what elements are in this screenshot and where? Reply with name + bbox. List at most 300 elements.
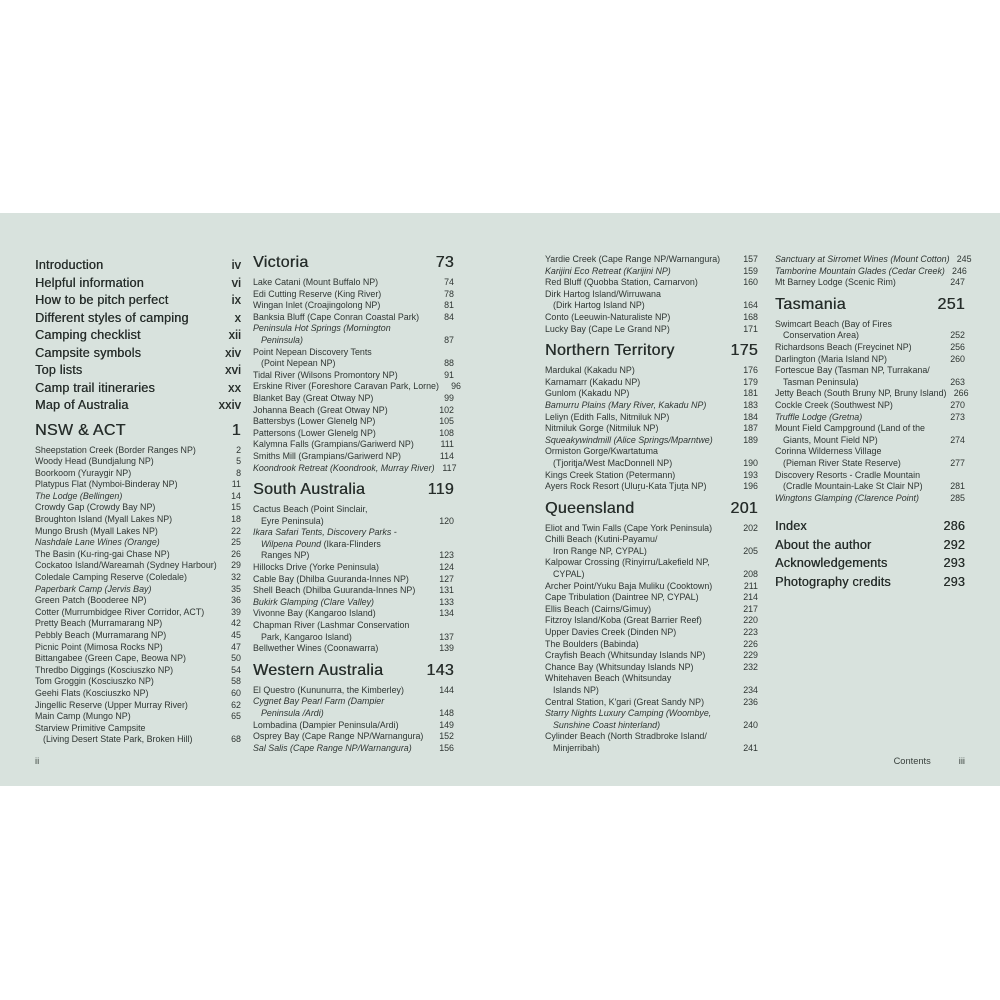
entry-title: Bellwether Wines (Coonawarra) (253, 643, 379, 654)
toc-entry-line (35, 502, 241, 514)
toc-entry-line (253, 731, 454, 743)
toc-entry-line (253, 335, 454, 347)
entry-title: Peninsula /Ardi) (261, 708, 324, 718)
matter-label: Photography credits (775, 574, 891, 589)
toc-section (35, 422, 241, 746)
entry-page-number: 108 (439, 427, 454, 438)
matter-page-number: xiv (225, 345, 241, 360)
entry-page-number: 68 (231, 734, 241, 745)
entry-title: Eliot and Twin Falls (Cape York Peninsula) (545, 522, 713, 533)
toc-entry-line (253, 696, 454, 708)
entry-page-number: 5 (236, 456, 241, 467)
toc-entry-line (35, 537, 241, 549)
toc-entry-line (35, 653, 241, 665)
toc-entry-line (35, 734, 241, 746)
entry-title: Koondrook Retreat (Koondrook, Murray River) (253, 462, 435, 473)
matter-item (35, 380, 241, 398)
entry-page-number: 236 (743, 696, 758, 707)
entry-title: Green Patch (Booderee NP) (35, 595, 147, 606)
entry-title: Conto (Leeuwin-Naturaliste NP) (545, 311, 671, 322)
section-title: NSW & ACT (35, 421, 126, 439)
toc-entry-line (253, 720, 454, 732)
section-header (545, 500, 758, 518)
entry-page-number: 217 (743, 603, 758, 614)
section-title: Northern Territory (545, 342, 675, 360)
entry-title: CYPAL) (553, 569, 585, 580)
entry-page-number: 260 (950, 353, 965, 364)
toc-entry-line (545, 650, 758, 662)
entry-page-number: 179 (743, 376, 758, 387)
toc-entry-line (545, 377, 758, 389)
entry-title: Kalymna Falls (Grampians/Gariwerd NP) (253, 439, 414, 450)
entry-page-number: 45 (231, 630, 241, 640)
toc-entry-line (775, 400, 965, 412)
entry-page-number: 114 (439, 450, 454, 461)
entry-title: Truffle Lodge (Gretna) (775, 411, 863, 422)
entry-title: Karnamarr (Kakadu NP) (545, 376, 641, 387)
entry-title: Islands NP) (553, 685, 599, 695)
entry-title: Geehi Flats (Kosciuszko NP) (35, 687, 149, 698)
entry-title: Sunshine Coast hinterland) (553, 719, 661, 730)
entry-page-number: 11 (231, 479, 241, 490)
entry-page-number: 15 (231, 502, 241, 513)
toc-entry-line (545, 400, 758, 412)
toc-entry-line (545, 266, 758, 278)
entry-page-number: 168 (743, 311, 758, 322)
toc-entry-line (545, 388, 758, 400)
entry-list (253, 277, 461, 474)
toc-entry-line (775, 254, 972, 266)
matter-page-number: 286 (943, 519, 965, 534)
entry-title: Starview Primitive Campsite (35, 722, 146, 733)
entry-page-number: 22 (231, 525, 241, 536)
entry-page-number: 229 (743, 650, 758, 661)
entry-list (545, 523, 758, 755)
matter-page-number: x (234, 310, 241, 325)
entry-page-number: 65 (231, 711, 241, 722)
entry-title: Red Bluff (Quobba Station, Carnarvon) (545, 277, 698, 288)
entry-page-number: 171 (743, 323, 758, 334)
left-page-number: ii (35, 756, 40, 766)
entry-page-number: 96 (451, 381, 461, 392)
section-page-number: 1 (231, 421, 241, 439)
entry-page-number: 266 (953, 388, 969, 399)
toc-entry-line (253, 347, 454, 359)
section-header (253, 254, 454, 272)
matter-label: Camping checklist (35, 328, 141, 342)
entry-page-number: 58 (231, 676, 241, 687)
section-title: Queensland (545, 499, 635, 517)
entry-page-number: 29 (231, 560, 241, 571)
toc-entry-line (545, 365, 758, 377)
entry-title: (Tjoritja/West MacDonnell NP) (553, 457, 673, 468)
toc-entry-line (775, 266, 965, 278)
toc-entry-line (35, 491, 241, 503)
toc-entry-line (35, 468, 241, 480)
entry-page-number: 54 (231, 664, 241, 675)
entry-title: Lake Catani (Mount Buffalo NP) (253, 277, 379, 287)
entry-title: Boorkoom (Yuraygir NP) (35, 467, 132, 478)
entry-title: Cygnet Bay Pearl Farm (Dampier (253, 696, 385, 707)
matter-item (35, 397, 241, 415)
entry-title: Upper Davies Creek (Dinden NP) (545, 627, 677, 638)
matter-page-number: iv (231, 258, 241, 272)
toc-entry-line (35, 549, 241, 561)
toc-entry-line (545, 300, 758, 312)
toc-entry-line (775, 423, 965, 435)
entry-title: Cylinder Beach (North Stradbroke Island/ (545, 731, 707, 742)
toc-entry-line (775, 470, 965, 482)
entry-page-number: 214 (743, 592, 758, 603)
entry-title: Mt Barney Lodge (Scenic Rim) (775, 277, 896, 288)
toc-entry-line (253, 539, 454, 551)
toc-entry-line (35, 526, 241, 538)
entry-list (775, 254, 972, 289)
entry-title: Iron Range NP, CYPAL) (553, 545, 647, 556)
entry-title: The Basin (Ku-ring-gai Chase NP) (35, 548, 170, 559)
entry-page-number: 220 (743, 615, 758, 626)
entry-title: Lombadina (Dampier Peninsula/Ardi) (253, 719, 399, 730)
toc-entry-line (545, 534, 758, 546)
entry-page-number: 176 (743, 365, 758, 376)
entry-title: The Boulders (Babinda) (545, 638, 639, 649)
toc-column-1 (35, 257, 241, 746)
toc-entry-line (775, 277, 965, 289)
toc-entry-line (545, 743, 758, 755)
toc-entry-line (775, 388, 969, 400)
section-title: Western Australia (253, 661, 384, 679)
entry-page-number: 88 (444, 358, 454, 369)
entry-title: Crowdy Gap (Crowdy Bay NP) (35, 502, 156, 513)
entry-title: Tasman Peninsula) (783, 376, 859, 387)
entry-title: Richardsons Beach (Freycinet NP) (775, 341, 912, 352)
entry-title: Osprey Bay (Cape Range NP/Warnangura) (253, 731, 424, 742)
entry-title: Archer Point/Yuku Baja Muliku (Cooktown) (545, 580, 713, 591)
toc-entry-line (35, 711, 241, 723)
entry-title: Wilpena Pound (Ikara-Flinders (261, 538, 381, 549)
matter-label: Acknowledgements (775, 556, 888, 571)
toc-entry-line (253, 462, 457, 475)
entry-page-number: 8 (236, 467, 241, 478)
entry-title: Giants, Mount Field NP) (783, 434, 878, 445)
matter-label: Different styles of camping (35, 310, 189, 325)
section-page-number: 73 (435, 254, 454, 271)
entry-title: Smiths Mill (Grampians/Gariwerd NP) (253, 450, 401, 461)
section-header (545, 342, 758, 360)
entry-title: Cactus Beach (Point Sinclair, (253, 504, 368, 515)
entry-page-number: 105 (439, 416, 454, 427)
entry-title: Johanna Beach (Great Otway NP) (253, 404, 388, 415)
matter-page-number: vi (231, 275, 241, 290)
toc-entry-line (545, 720, 758, 732)
matter-label: How to be pitch perfect (35, 293, 169, 307)
toc-entry-line (253, 381, 461, 393)
toc-entry-line (545, 423, 758, 435)
entry-page-number: 240 (743, 719, 758, 730)
entry-page-number: 74 (444, 277, 454, 287)
toc-entry-line (35, 665, 241, 677)
entry-title: Starry Nights Luxury Camping (Woombye, (545, 708, 712, 719)
entry-title: Platypus Flat (Nymboi-Binderay NP) (35, 479, 178, 490)
entry-title: Hillocks Drive (Yorke Peninsula) (253, 562, 379, 573)
entry-page-number: 91 (444, 369, 454, 380)
entry-title: Lucky Bay (Cape Le Grand NP) (545, 323, 670, 334)
entry-page-number: 152 (439, 731, 454, 742)
toc-entry-line (253, 289, 454, 301)
matter-page-number: 293 (943, 574, 965, 589)
toc-entry-line (775, 493, 965, 505)
matter-list (775, 517, 965, 591)
entry-title: Bittangabee (Green Cape, Beowa NP) (35, 653, 186, 664)
entry-title: Cockatoo Island/Wareamah (Sydney Harbour) (35, 560, 217, 571)
toc-entry-line (253, 620, 454, 632)
entry-title: Nitmiluk Gorge (Nitmiluk NP) (545, 423, 659, 434)
matter-label: Introduction (35, 258, 104, 272)
entry-title: Chance Bay (Whitsunday Islands NP) (545, 661, 694, 672)
entry-title: Picnic Point (Mimosa Rocks NP) (35, 641, 163, 652)
entry-page-number: 189 (743, 434, 758, 445)
matter-label: Helpful information (35, 275, 144, 290)
toc-entry-line (35, 514, 241, 526)
footer-contents-label: Contents (893, 756, 931, 766)
entry-page-number: 181 (743, 388, 758, 399)
entry-title: Squeakywindmill (Alice Springs/Mparntwe) (545, 434, 713, 445)
entry-title: Park, Kangaroo Island) (261, 631, 352, 642)
entry-page-number: 234 (743, 685, 758, 695)
entry-list (253, 685, 454, 755)
entry-page-number: 187 (743, 423, 758, 434)
toc-entry-line (545, 412, 758, 424)
toc-entry-line (253, 504, 454, 516)
entry-page-number: 149 (439, 719, 454, 730)
entry-page-number: 270 (950, 399, 965, 410)
entry-page-number: 47 (231, 641, 241, 652)
entry-list (775, 318, 969, 505)
toc-entry-line (545, 581, 758, 593)
entry-title: Cape Tribulation (Daintree NP, CYPAL) (545, 592, 699, 603)
entry-title: Ellis Beach (Cairns/Gimuy) (545, 603, 652, 614)
entry-title: Cockle Creek (Southwest NP) (775, 399, 893, 410)
entry-title: Ikara Safari Tents, Discovery Parks - (253, 527, 397, 538)
entry-title: Eyre Peninsula) (261, 515, 324, 526)
entry-page-number: 223 (743, 627, 758, 638)
entry-page-number: 160 (743, 277, 758, 288)
entry-title: Shell Beach (Dhilba Guuranda-Innes NP) (253, 585, 416, 596)
entry-page-number: 184 (743, 411, 758, 422)
entry-list (545, 365, 758, 493)
toc-entry-line (545, 604, 758, 616)
toc-entry-line (35, 456, 241, 468)
toc-entry-line (253, 743, 454, 755)
matter-label: Index (775, 519, 807, 534)
matter-page-number: xvi (225, 363, 241, 377)
entry-page-number: 134 (439, 608, 454, 619)
entry-title: Sheepstation Creek (Border Ranges NP) (35, 444, 196, 455)
entry-title: Pattersons (Lower Glenelg NP) (253, 427, 376, 438)
matter-page-number: ix (231, 293, 241, 307)
entry-page-number: 99 (444, 392, 454, 403)
toc-entry-line (545, 615, 758, 627)
matter-page-number: 293 (943, 556, 965, 571)
entry-title: The Lodge (Bellingen) (35, 490, 123, 501)
right-page-number: iii (958, 756, 965, 766)
entry-page-number: 211 (743, 580, 758, 591)
entry-page-number: 139 (439, 643, 454, 654)
entry-page-number: 183 (743, 399, 758, 410)
entry-title: Yardie Creek (Cape Range NP/Warnangura) (545, 254, 721, 264)
entry-page-number: 117 (442, 462, 457, 473)
section-header (35, 422, 241, 440)
entry-page-number: 120 (439, 515, 454, 526)
toc-entry-line (775, 481, 965, 493)
entry-title: (Dirk Hartog Island NP) (553, 300, 645, 311)
toc-entry-line (253, 439, 454, 451)
entry-page-number: 123 (439, 550, 454, 561)
entry-page-number: 36 (231, 595, 241, 606)
entry-title: Kalpowar Crossing (Rinyirru/Lakefield NP, (545, 557, 710, 568)
toc-section (545, 342, 758, 493)
entry-page-number: 2 (236, 444, 241, 455)
entry-title: Coledale Camping Reserve (Coledale) (35, 572, 187, 583)
toc-entry-line (253, 708, 454, 720)
entry-title: Ranges NP) (261, 550, 310, 561)
entry-title: Kings Creek Station (Petermann) (545, 469, 676, 480)
entry-page-number: 247 (950, 277, 965, 288)
entry-title: Leliyn (Edith Falls, Nitmiluk NP) (545, 411, 670, 422)
toc-entry-line (35, 572, 241, 584)
entry-page-number: 157 (743, 254, 758, 264)
entry-page-number: 50 (231, 653, 241, 664)
entry-title: Tidal River (Wilsons Promontory NP) (253, 369, 398, 380)
toc-entry-line (253, 574, 454, 586)
entry-title: Discovery Resorts - Cradle Mountain (775, 469, 921, 480)
section-page-number: 175 (730, 342, 758, 360)
entry-page-number: 164 (743, 300, 758, 311)
matter-page-number: xii (228, 328, 241, 342)
toc-entry-line (35, 700, 241, 712)
entry-title: Wingan Inlet (Croajingolong NP) (253, 300, 381, 311)
entry-page-number: 241 (743, 742, 758, 753)
entry-page-number: 25 (231, 537, 241, 548)
toc-entry-line (253, 632, 454, 644)
entry-page-number: 14 (231, 490, 241, 501)
toc-entry-line (775, 446, 965, 458)
entry-page-number: 39 (231, 606, 241, 617)
matter-item (35, 275, 241, 293)
toc-entry-line (35, 479, 241, 491)
entry-page-number: 226 (743, 638, 758, 649)
matter-page-number: 292 (943, 537, 965, 552)
toc-entry-line (253, 358, 454, 370)
toc-entry-line (35, 688, 241, 700)
entry-title: Nashdale Lane Wines (Orange) (35, 537, 160, 548)
toc-entry-line (253, 277, 454, 289)
matter-page-number: xx (228, 380, 241, 395)
section-page-number: 251 (937, 295, 965, 313)
entry-title: Conservation Area) (783, 330, 859, 341)
toc-entry-line (253, 416, 454, 428)
toc-entry-line (545, 708, 758, 720)
entry-page-number: 62 (231, 699, 241, 710)
entry-page-number: 42 (231, 618, 241, 629)
toc-entry-line (775, 377, 965, 389)
toc-entry-line (545, 523, 758, 535)
matter-item (35, 345, 241, 363)
toc-entry-line (545, 627, 758, 639)
toc-entry-line (545, 697, 758, 709)
matter-page-number: xxiv (218, 398, 241, 412)
entry-page-number: 102 (439, 404, 454, 415)
matter-item (775, 554, 965, 573)
toc-entry-line (253, 516, 454, 528)
section-page-number: 119 (427, 481, 454, 499)
entry-title: Jetty Beach (South Bruny NP, Bruny Island) (775, 388, 947, 399)
section-title: Victoria (253, 254, 309, 271)
section-header (253, 481, 454, 499)
entry-page-number: 281 (950, 481, 965, 492)
entry-title: Peninsula Hot Springs (Mornington (253, 323, 391, 334)
entry-page-number: 285 (950, 492, 965, 503)
entry-title: Paperbark Camp (Jervis Bay) (35, 583, 152, 594)
toc-entry-line (35, 445, 241, 457)
entry-title: Sanctuary at Sirromet Wines (Mount Cotton) (775, 254, 950, 264)
toc-column-3 (545, 254, 758, 755)
entry-page-number: 273 (950, 411, 965, 422)
toc-entry-line (545, 662, 758, 674)
entry-list (35, 445, 241, 746)
matter-item (35, 327, 241, 345)
entry-page-number: 202 (743, 522, 758, 533)
entry-page-number: 131 (439, 585, 454, 596)
entry-title: Bamurru Plains (Mary River, Kakadu NP) (545, 399, 707, 410)
entry-page-number: 190 (743, 457, 758, 468)
entry-title: Thredbo Diggings (Kosciuszko NP) (35, 664, 174, 675)
entry-page-number: 277 (950, 457, 965, 468)
entry-page-number: 87 (444, 334, 454, 345)
entry-page-number: 148 (439, 708, 454, 718)
entry-title: Wingtons Glamping (Clarence Point) (775, 492, 919, 503)
entry-title: Gunlom (Kakadu NP) (545, 388, 630, 399)
entry-page-number: 196 (743, 481, 758, 492)
entry-page-number: 246 (952, 265, 967, 276)
entry-page-number: 60 (231, 687, 241, 698)
entry-title: Darlington (Maria Island NP) (775, 353, 887, 364)
entry-title: Cable Bay (Dhilba Guuranda-Innes NP) (253, 573, 409, 584)
section-title: Tasmania (775, 295, 846, 313)
entry-title: Tom Groggin (Kosciuszko NP) (35, 676, 154, 687)
entry-title: Mount Field Campground (Land of the (775, 423, 925, 434)
entry-page-number: 245 (956, 254, 972, 264)
entry-title: Erskine River (Foreshore Caravan Park, Lorne) (253, 381, 439, 392)
toc-entry-line (545, 731, 758, 743)
matter-label: Campsite symbols (35, 345, 142, 360)
entry-page-number: 133 (439, 596, 454, 607)
toc-entry-line (253, 393, 454, 405)
entry-title: Jingellic Reserve (Upper Murray River) (35, 699, 188, 710)
toc-entry-line (253, 451, 454, 463)
matter-label: Top lists (35, 363, 83, 377)
matter-item (775, 536, 965, 555)
entry-title: Swimcart Beach (Bay of Fires (775, 318, 892, 329)
toc-entry-line (253, 562, 454, 574)
toc-entry-line (545, 289, 758, 301)
entry-page-number: 18 (231, 514, 241, 525)
toc-entry-line (545, 312, 758, 324)
toc-entry-line (253, 585, 454, 597)
entry-title: Battersbys (Lower Glenelg NP) (253, 416, 376, 427)
toc-entry-line (35, 595, 241, 607)
entry-page-number: 137 (439, 631, 454, 642)
